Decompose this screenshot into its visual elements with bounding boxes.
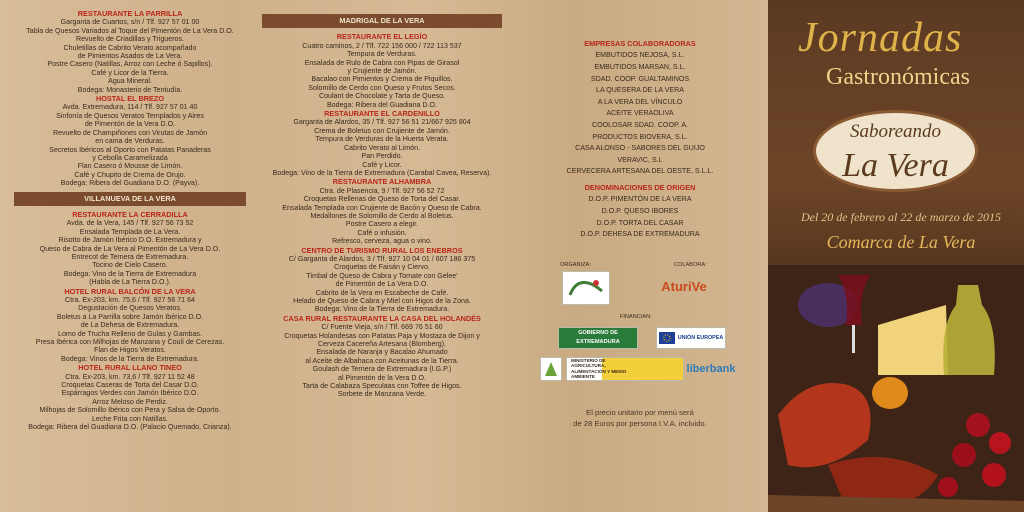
menu-line: Refresco, cerveza, agua o vino.	[332, 237, 432, 246]
menu-line: Sinfonía de Quesos Veratos Templados y Aires	[56, 111, 204, 120]
menu-line: Avda. de la Vera, 145 / Tlf. 927 56 73 52	[66, 219, 194, 228]
ministerio-label: MINISTERIO DE AGRICULTURA, ALIMENTACIÓN Y MEDIO AMBIENTE	[571, 357, 627, 380]
restaurant-entry	[14, 288, 246, 364]
menu-line: Bodega: Vino de la Tierra de Extremadura.	[314, 305, 450, 314]
menu-line: Lomo de Trucha Relleno de Gulas y Gambas.	[58, 329, 202, 338]
menu-line: Goulash de Ternera de Extremadura (I.G.P.)	[312, 365, 452, 374]
cover-panel	[768, 0, 1024, 512]
menu-line: Bodega: Ribera del Guadiana D.O. (Payva).	[60, 179, 200, 188]
restaurant-entry	[262, 178, 502, 245]
column-3	[518, 40, 762, 429]
menu-line: Revuelto de Criadillas y Trigueros.	[75, 35, 185, 44]
liberbank-logo: liberbank	[686, 362, 736, 375]
menu-line: Helado de Queso de Cabra y Miel con Higos de la Zona.	[293, 297, 471, 305]
sponsor-item: LA QUESERA DE LA VERA	[596, 86, 684, 95]
menu-line: Queso de Cabra de La Vera al Pimentón de La Vera D.O.	[39, 244, 221, 253]
menu-line: Bodega: Vino de la Tierra de Extremadura	[63, 269, 197, 278]
menu-line: al Aceite de Albahaca con Aceitunas de la Tierra.	[305, 356, 459, 365]
restaurant-entry	[14, 10, 246, 94]
menu-line: Croquetas de Faisán y Ciervo.	[334, 263, 430, 272]
event-dates: Del 20 de febrero al 22 de marzo de 2015	[800, 210, 1002, 224]
menu-line: Cabrito Verato al Limón.	[343, 143, 421, 152]
restaurant-name: HOSTAL EL BREZO	[95, 94, 165, 104]
union-europea-logo	[656, 327, 726, 349]
menu-line: Garganta de Alardos, 35 / Tlf. 927 56 51 21/667 925 804	[293, 118, 471, 127]
menu-line: Croquetas Caseras de Torta del Casar D.O.	[61, 381, 199, 390]
menu-line: y Cebolla Caramelizada	[92, 153, 168, 162]
price-note	[518, 407, 762, 429]
menu-line: Flan Casero ó Mousse de Limón.	[77, 162, 183, 171]
menu-line: Postre Casero a elegir.	[345, 220, 419, 229]
restaurant-name: CENTRO DE TURISMO RURAL LOS ENEBROS	[301, 245, 463, 255]
honey-jar-image	[872, 377, 908, 409]
eu-flag-icon	[659, 332, 675, 344]
logos-area	[518, 261, 762, 401]
organiza-label: ORGANIZA:	[560, 261, 591, 268]
cover-subtitle: Gastronómicas	[826, 64, 970, 90]
menu-line: Espárragos Verdes con Jamón Ibérico D.O.	[61, 389, 199, 398]
menu-line: Bodega: Ribera del Guadiana D.O.	[326, 100, 438, 109]
restaurant-name: HOTEL RURAL LLANO TINEO	[78, 363, 182, 373]
restaurant-name: RESTAURANTE ALHAMBRA	[332, 177, 432, 187]
menu-line: Bodega: Monasterio de Tentudía.	[77, 85, 183, 94]
menu-line: Medallones de Solomillo de Cerdo al Boletus.	[310, 211, 454, 220]
restaurant-name: RESTAURANTE EL LEGÍO	[336, 32, 428, 42]
menu-line: Ensalada Templada de La Vera.	[79, 227, 181, 236]
menu-line: C/ Garganta de Alardos, 3 / Tlf. 927 10 04 01 / 607 186 375	[288, 254, 476, 263]
sponsor-item: CASA ALONSO - SABORES DEL GUIJO	[575, 144, 705, 153]
menu-line: Garganta de Cuartos, s/n / Tlf. 927 57 01 00	[60, 18, 200, 27]
menu-line: Café o infusión.	[357, 228, 407, 237]
badge-line-1: Saboreando	[849, 121, 942, 142]
do-list	[518, 194, 762, 240]
price-line-1: El precio unitario por menú será	[586, 407, 694, 417]
menu-line: Revuelto de Champiñones con Virutas de Jamón	[52, 128, 208, 137]
menu-line: Bacalao con Pimientos y Crema de Piquillos.	[311, 75, 453, 84]
menu-line: Pan Perdido.	[361, 152, 403, 161]
menu-line: Sorbete de Manzana Verde.	[337, 390, 427, 399]
restaurant-entry	[262, 110, 502, 177]
cover-title: Jornadas	[798, 15, 963, 61]
menu-line: Solomillo de Cerdo con Queso y Frutos Secos.	[308, 83, 456, 92]
menu-line: Ctra. Ex-203, km. 73,6 / Tlf. 927 11 52 48	[65, 372, 195, 381]
menu-line: de Pimentón de La Vera D.O.	[335, 280, 429, 289]
town-band: VILLANUEVA DE LA VERA	[14, 192, 246, 206]
column-1	[14, 10, 246, 433]
menu-line: Entrecot de Ternera de Extremadura.	[71, 252, 189, 261]
sponsor-item: VERAVIC, S.L	[617, 155, 663, 164]
menu-line: Café y Chupito de Crema de Orujo.	[74, 170, 186, 179]
financian-label: FINANCIAN:	[620, 313, 652, 320]
sponsor-item: CERVECERA ARTESANA DEL OESTE, S.L.L.	[566, 167, 714, 176]
menu-line: Tempura de Verduras.	[347, 50, 417, 59]
menu-line: Croquetas Holandesas con Patatas Paja y Mostaza de Dijon y	[284, 331, 480, 340]
menu-line: (Habla de La Tierra D.O.).	[89, 278, 171, 287]
restaurant-name: HOTEL RURAL BALCÓN DE LA VERA	[64, 286, 196, 296]
price-line-2: de 28 Euros por persona I.V.A. incluido.	[573, 418, 707, 428]
leader-logo	[540, 357, 562, 381]
restaurant-entry	[14, 95, 246, 187]
sponsor-item: A LA VERA DEL VÍNCULO	[597, 97, 683, 106]
menu-line: Tarta de Calabaza Speculaas con Toffee de Higos.	[302, 382, 462, 391]
menu-line: Ctra. Ex-203, km. 75,6 / Tlf. 927 56 71 64	[65, 296, 195, 304]
menu-line: Tabla de Quesos Variados al Toque del Pimentón de La Vera D.O.	[26, 26, 234, 35]
menu-line: Café y Licor de la Tierra.	[91, 68, 169, 77]
saboreando-badge	[813, 110, 978, 192]
menu-line: Cabrito de la Vera en Escabeche de Café.	[315, 288, 449, 297]
town-band: MADRIGAL DE LA VERA	[262, 14, 502, 28]
badge-line-2: La Vera	[842, 147, 949, 184]
menu-line: Agua Mineral.	[108, 77, 152, 86]
cherries-image	[966, 413, 990, 437]
restaurant-entry	[262, 33, 502, 109]
menu-line: Chuletillas de Cabrito Verato acompañado	[63, 43, 197, 52]
sponsor-item: EMBUTIDOS NEJOSA, S.L.	[595, 51, 685, 60]
do-item: D.O.P. DEHESA DE EXTREMADURA	[580, 230, 700, 239]
menu-line: Degustación de Quesos Veratos.	[78, 304, 182, 313]
menu-line: y Crujiente de Jamón.	[347, 67, 417, 76]
menu-line: Postre Casero (Natillas, Arroz con Leche ó Sapillos).	[47, 60, 213, 69]
menu-line: Bodega: Vino de la Tierra de Extremadura (Carabal Cavea, Reserva).	[272, 168, 492, 177]
menu-line: Avda. Extremadura, 114 / Tlf. 927 57 01 40	[62, 103, 198, 112]
union-europea-label: UNIÓN EUROPEA	[677, 334, 724, 341]
sponsor-item: SDAD. COOP. GUALTAMINOS	[590, 74, 690, 83]
menu-line: C/ Fuente Vieja, s/n / Tlf. 669 76 51 60	[321, 323, 443, 332]
colabora-label: COLABORA:	[674, 261, 707, 268]
restaurant-entry	[14, 364, 246, 431]
menu-line: Cuatro caminos, 2 / Tlf. 722 156 000 / 722 113 537	[302, 41, 462, 50]
menu-line: de Pimientos Asados de La Vera.	[77, 52, 183, 61]
adicovera-logo	[562, 271, 610, 305]
menu-line: Ctra. de Plasencia, 9 / Tlf. 927 56 52 72	[319, 186, 445, 195]
menu-line: Croquetas Rellenas de Queso de Torta del Casar.	[303, 195, 461, 204]
sponsors-list	[518, 50, 762, 178]
menu-line: Flan de Higos Veratos.	[94, 346, 166, 355]
restaurant-name: RESTAURANTE LA CERRADILLA	[72, 209, 188, 219]
menu-line: Cerveza Cacereña Artesana (Blomberg).	[317, 340, 447, 349]
restaurant-entry	[14, 211, 246, 287]
menu-line: Secretos Ibéricos al Oporto con Patatas Panaderas	[49, 145, 211, 154]
do-item: D.O.P. TORTA DEL CASAR	[596, 218, 684, 227]
aturive-logo: AturiVe	[661, 278, 707, 294]
menu-line: Tocino de Cielo Casero.	[92, 261, 168, 270]
sponsor-item: PRODUCTOS BIOVERA, S.L.	[592, 132, 688, 141]
menu-line: Milhojas de Solomillo Ibérico con Pera y Salsa de Oporto.	[39, 406, 221, 415]
menu-line: Timbal de Queso de Cabra y Tomate con Gelee'	[306, 271, 458, 280]
menu-line: Presa Ibérica con Milhojas de Manzana y Coulí de Cerezas.	[35, 338, 225, 347]
menu-line: Bodega: Vinos de la Tierra de Extremadura.	[61, 354, 199, 363]
menu-line: Ensalada Templada con Crujiente de Bacón y Queso de Cabra.	[282, 203, 482, 212]
restaurant-name: RESTAURANTE LA PARRILLA	[77, 9, 183, 18]
menu-line: Arroz Meloso de Perdiz.	[92, 397, 168, 406]
ministerio-logo	[566, 357, 684, 381]
do-item: D.O.P. PIMENTÓN DE LA VERA	[588, 195, 692, 204]
food-illustration	[768, 265, 1024, 512]
sponsor-item: EMBUTIDOS MARSAN, S.L.	[594, 63, 686, 71]
menu-line: Tempura de Verduras de la Huerta Verata.	[315, 135, 449, 144]
sponsor-item: ACEITE VERAOLIVA	[606, 109, 674, 118]
menu-line: Crema de Boletus con Crujiente de Jamón.	[314, 126, 450, 135]
menu-line: de La Dehesa de Extremadura.	[80, 321, 180, 330]
menu-line: Café y Licor.	[362, 160, 402, 169]
menu-line: Boletus a La Parrilla sobre Jamón Ibérico D.O.	[56, 312, 204, 321]
menu-line: Coulant de Chocolate y Tarta de Queso.	[318, 92, 446, 101]
menu-line: Ensalada de Naranja y Bacalao Ahumado	[316, 348, 448, 357]
menu-line: Leche Frita con Natillas.	[91, 414, 169, 423]
sponsors-title: EMPRESAS COLABORADORAS	[584, 39, 696, 48]
do-title: DENOMINACIONES DE ORIGEN	[584, 182, 696, 192]
restaurant-name: CASA RURAL RESTAURANTE LA CASA DEL HOLANDÉS	[283, 313, 481, 323]
menu-line: en cama de Verduras.	[95, 137, 165, 146]
gobierno-extremadura-logo: GOBIERNO DE EXTREMADURA	[558, 327, 638, 349]
restaurant-entry	[262, 247, 502, 314]
menu-line: al Pimentón de la Vera D.O.	[338, 373, 426, 382]
do-item: D.O.P. QUESO IBORES	[601, 206, 679, 215]
restaurant-name: RESTAURANTE EL CARDENILLO	[324, 109, 440, 119]
sponsor-item: COOLOSAR SDAD. COOP. A.	[591, 120, 689, 129]
column-2	[262, 10, 502, 400]
menu-line: de Pimentón de la Vera D.O.	[84, 120, 176, 129]
restaurant-entry	[262, 315, 502, 399]
menu-line: Ensalada de Rulo de Cabra con Pipas de Girasol	[304, 58, 460, 67]
region-name: Comarca de La Vera	[826, 232, 976, 252]
menu-line: Bodega: Ribera del Guadiana D.O. (Palacio Quemado, Crianza).	[28, 423, 232, 432]
menu-line: Risotto de Jamón Ibérico D.O. Extremadura y	[58, 236, 202, 245]
